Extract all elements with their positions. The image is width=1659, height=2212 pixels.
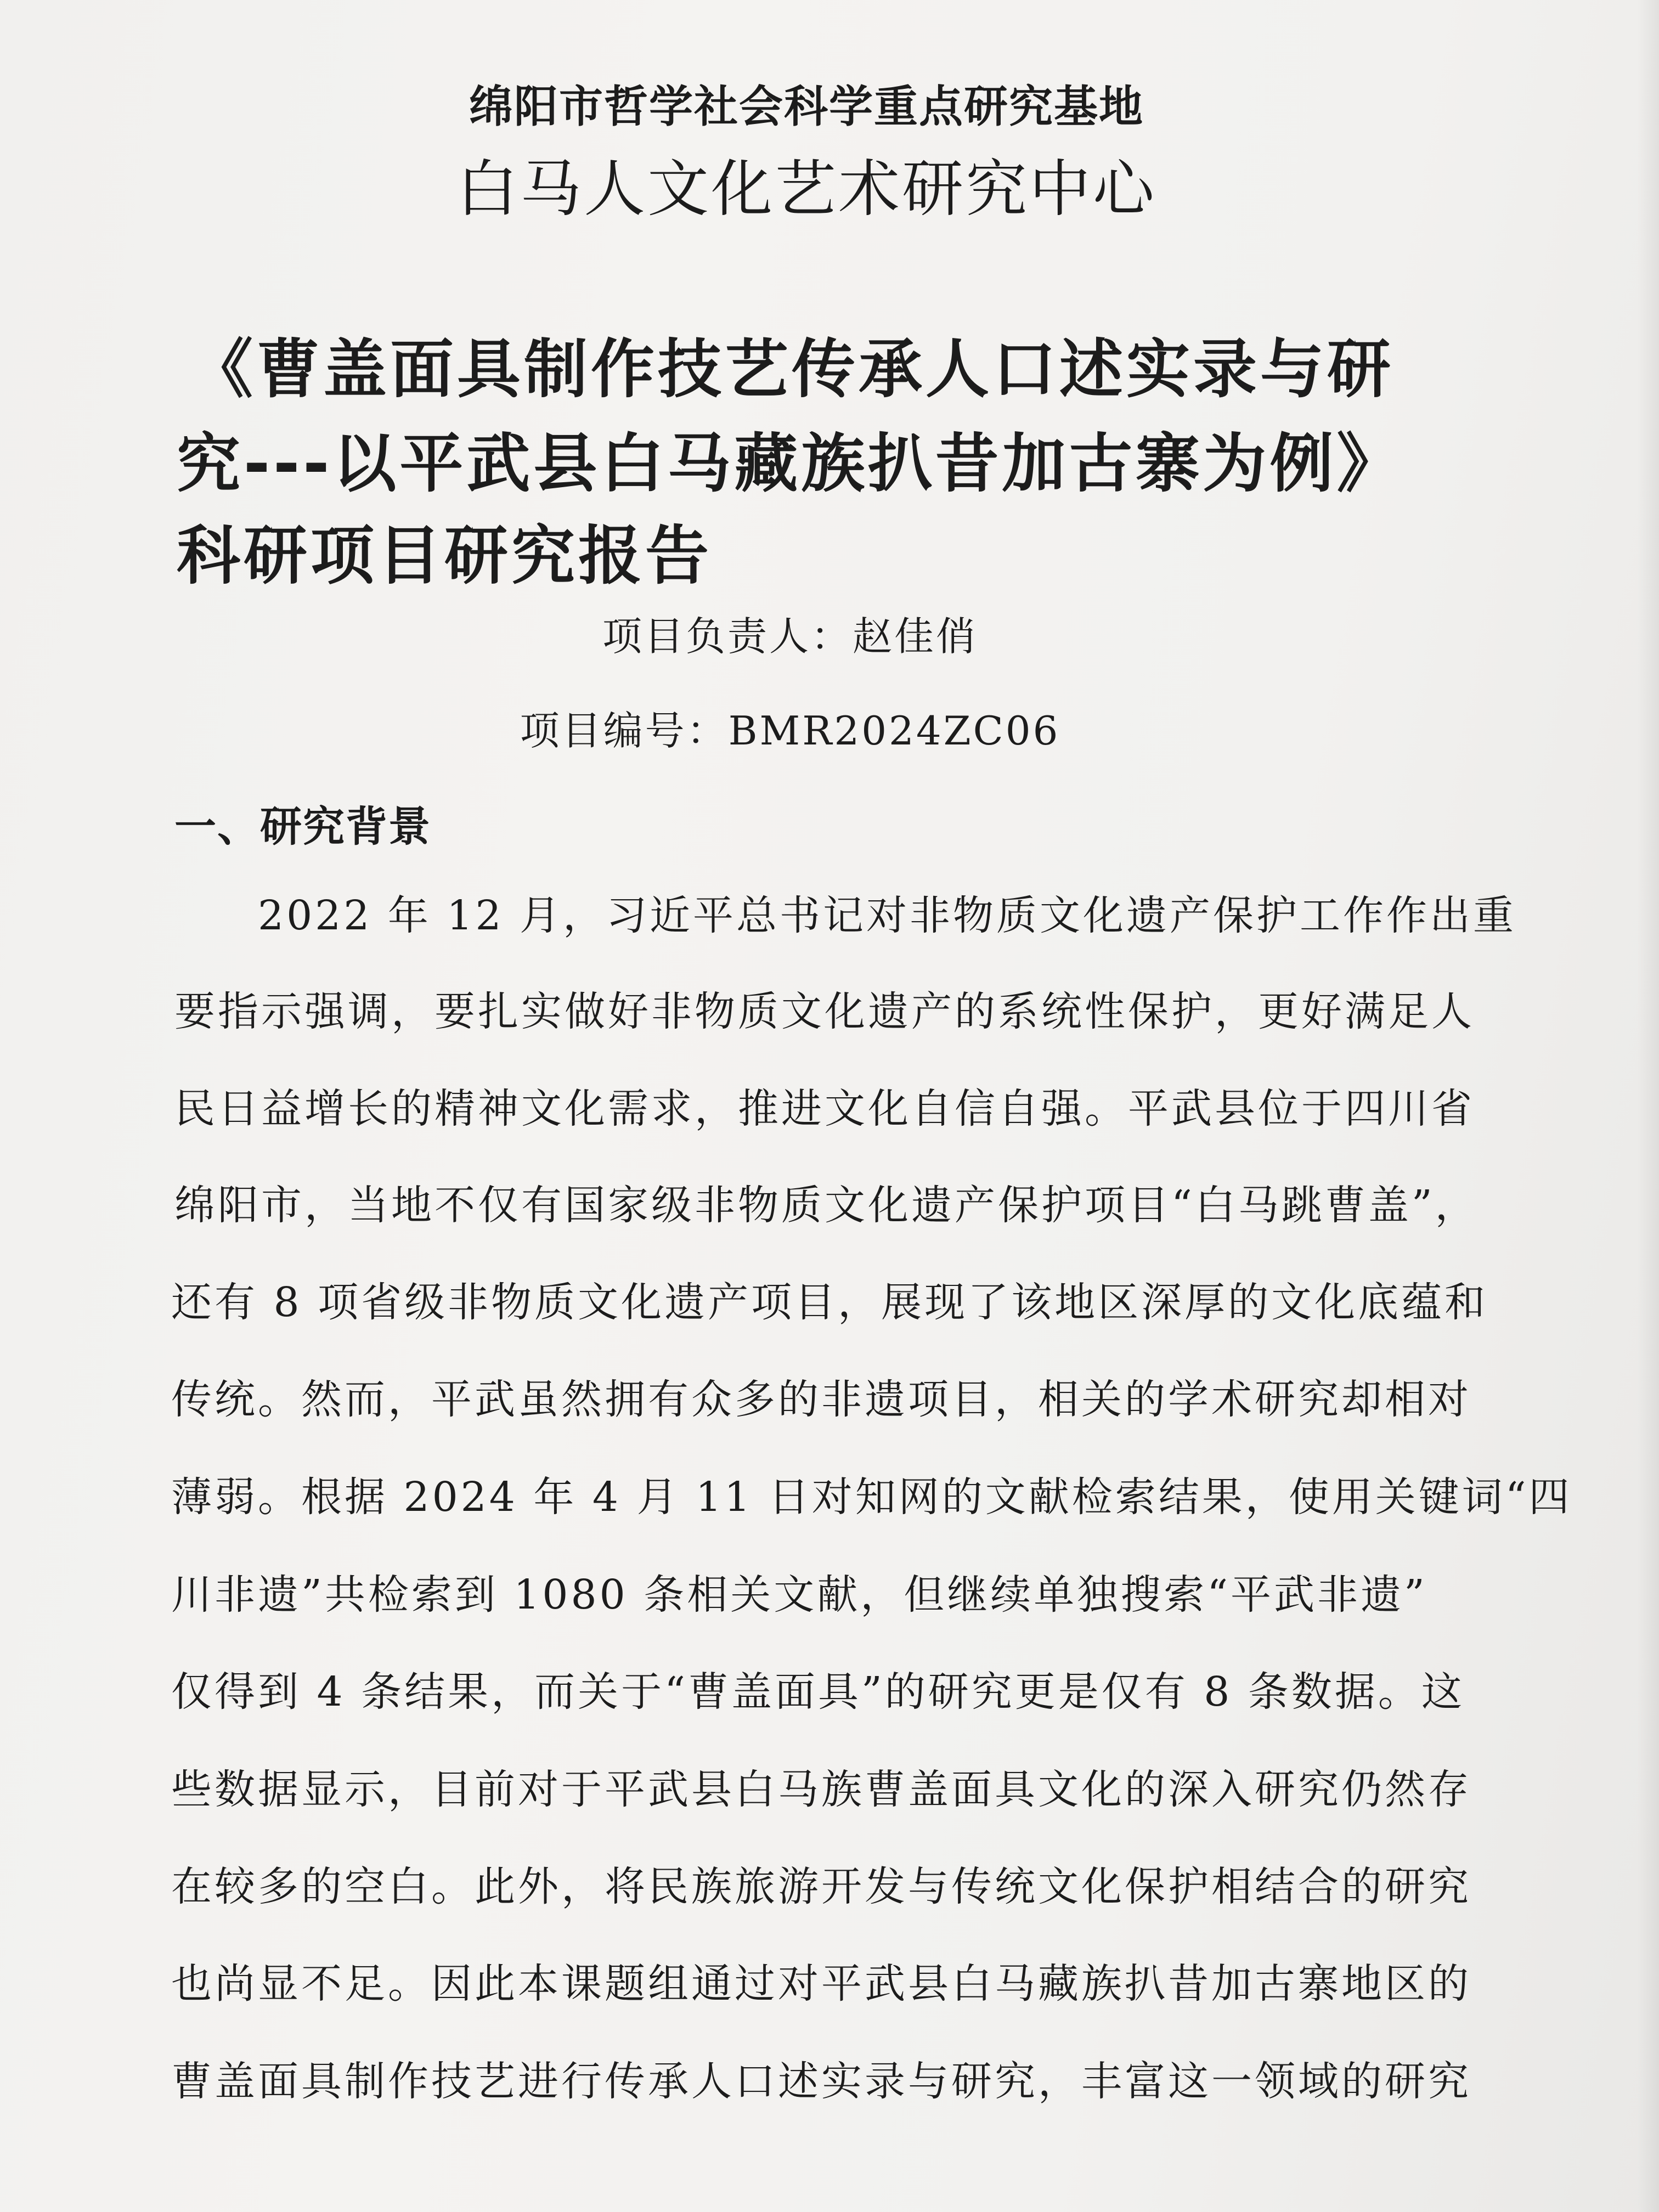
paragraph-line: 曹盖面具制作技艺进行传承人口述实录与研究，丰富这一领域的研究 bbox=[171, 2058, 1471, 2105]
paragraph-line: 些数据显示，目前对于平武县白马族曹盖面具文化的深入研究仍然存 bbox=[171, 1766, 1471, 1813]
paragraph-line: 还有 8 项省级非物质文化遗产项目，展现了该地区深厚的文化底蕴和 bbox=[171, 1279, 1488, 1326]
paragraph-line: 绵阳市，当地不仅有国家级非物质文化遗产保护项目“白马跳曹盖”， bbox=[174, 1182, 1479, 1229]
page-fold-shadow bbox=[1637, 0, 1659, 2212]
report-title-line-1: 《曹盖面具制作技艺传承人口述实录与研 bbox=[189, 332, 1394, 407]
project-number: 项目编号：BMR2024ZC06 bbox=[520, 708, 1060, 754]
paragraph-line: 川非遗”共检索到 1080 条相关文献，但继续单独搜索“平武非遗” bbox=[171, 1571, 1427, 1618]
project-leader: 项目负责人：赵佳俏 bbox=[602, 613, 978, 659]
paragraph-line: 在较多的空白。此外，将民族旅游开发与传统文化保护相结合的研究 bbox=[171, 1863, 1471, 1910]
paragraph-line: 也尚显不足。因此本课题组通过对平武县白马藏族扒昔加古寨地区的 bbox=[171, 1960, 1471, 2007]
paragraph-line: 要指示强调，要扎实做好非物质文化遗产的系统性保护，更好满足人 bbox=[174, 988, 1475, 1035]
paragraph-line: 传统。然而，平武虽然拥有众多的非遗项目，相关的学术研究却相对 bbox=[171, 1376, 1471, 1423]
report-title-line-2: 究---以平武县白马藏族扒昔加古寨为例》 bbox=[177, 427, 1404, 501]
paragraph-line: 薄弱。根据 2024 年 4 月 11 日对知网的文献检索结果，使用关键词“四 bbox=[171, 1474, 1572, 1521]
section-heading: 一、研究背景 bbox=[174, 802, 431, 851]
paragraph-line: 民日益增长的精神文化需求，推进文化自信自强。平武县位于四川省 bbox=[174, 1085, 1475, 1132]
center-name: 白马人文化艺术研究中心 bbox=[456, 154, 1156, 225]
paragraph-line: 2022 年 12 月，习近平总书记对非物质文化遗产保护工作作出重 bbox=[258, 892, 1517, 939]
paragraph-line: 仅得到 4 条结果，而关于“曹盖面具”的研究更是仅有 8 条数据。这 bbox=[171, 1668, 1465, 1716]
report-title-line-3: 科研项目研究报告 bbox=[177, 519, 712, 593]
organization-name: 绵阳市哲学社会科学重点研究基地 bbox=[469, 81, 1144, 132]
